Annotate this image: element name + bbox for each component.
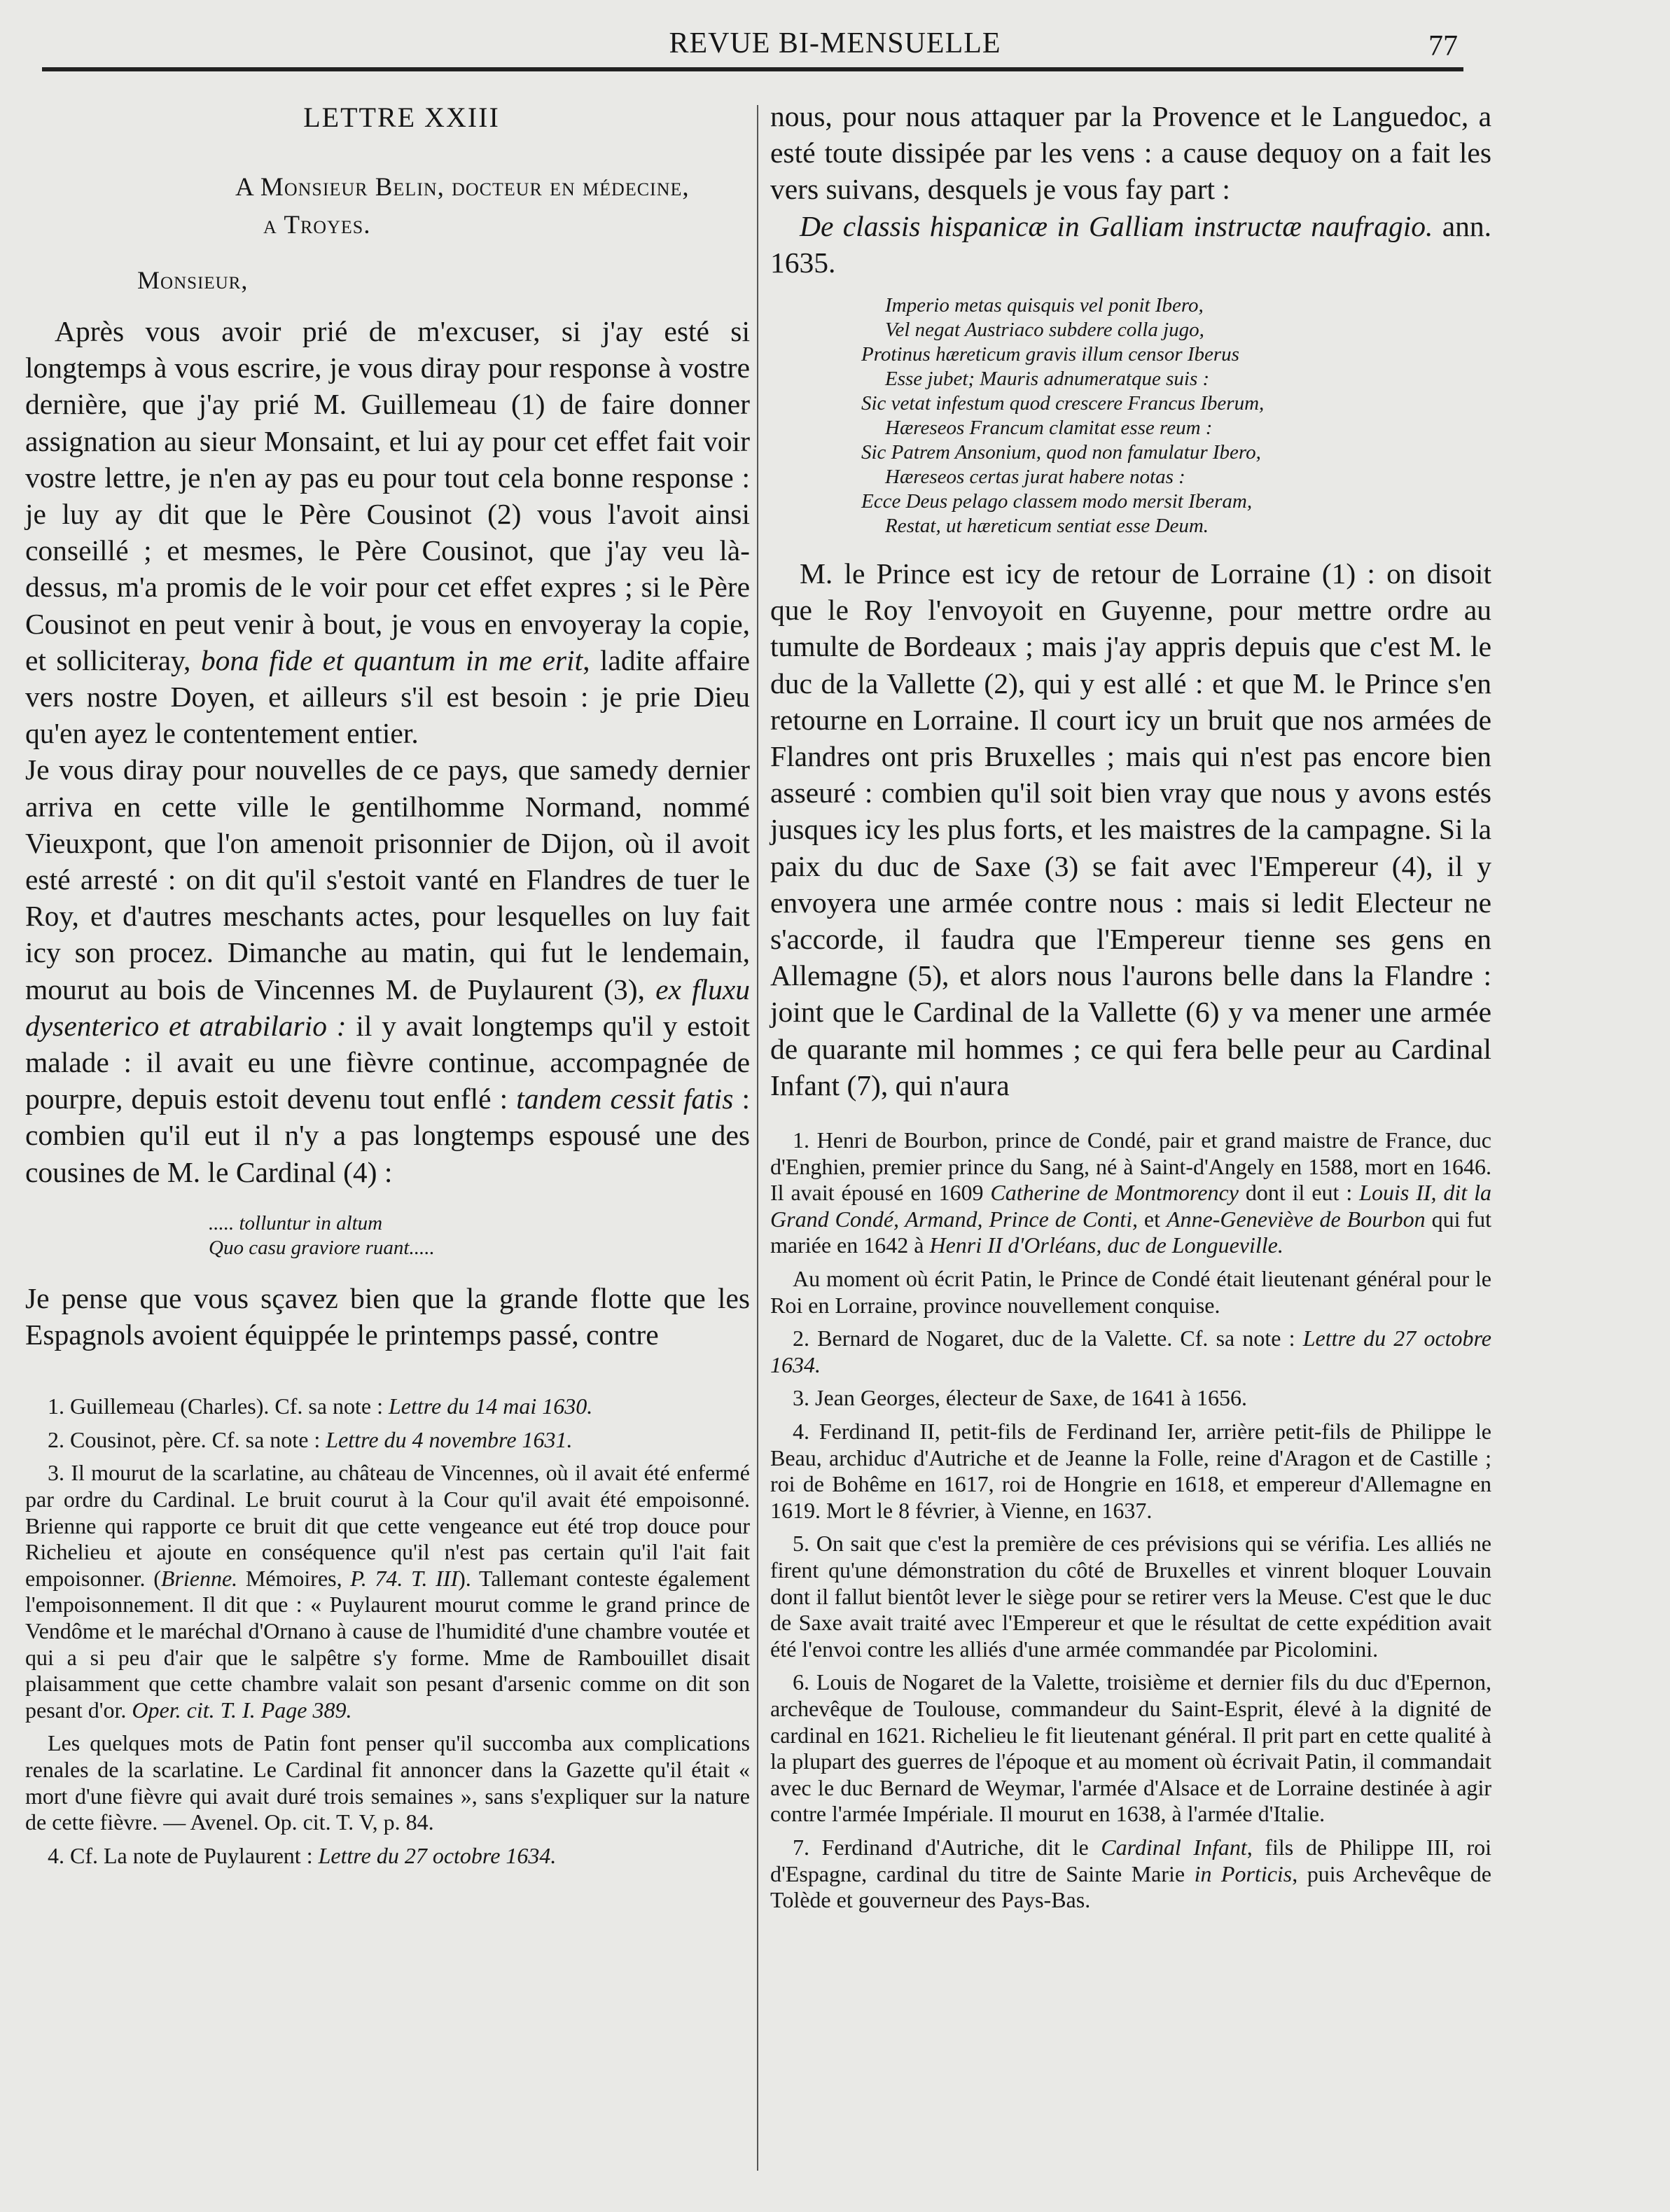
text-run: 1. Henri de Bourbon, prince de Condé, pair et grand maistre de France, duc d'Enghien, premier prince du Sang, né à Saint-d'Angely en 1588, mort en 1646. Il avait épousé en 1609 [770,1127,1491,1206]
left-column [25,98,750,1876]
left-footnotes [25,1393,750,1869]
text-run: P. 74. T. III [350,1565,459,1591]
text-run: 2. Bernard de Nogaret, duc de la Valette. Cf. sa note : [793,1326,1303,1351]
letter-title: LETTRE XXIII [303,102,500,133]
footnote-4: 4. Ferdinand II, petit-fils de Ferdinand Ier, arrière petit-fils de Philippe le Beau, archiduc d'Autriche et de Jeanne la Folle, reine d'Aragon et de Castille ; roi de Bohême en 1617, roi de Hongrie en 1618, et empereur d'Allemagne en 1619. Mort le 8 février, à Vienne, en 1637. [770,1419,1491,1523]
verse-line: ..... tolluntur in altum [209,1211,383,1234]
text-run: qui fut mariée en 1642 à [770,1206,1492,1258]
verse-line: Protinus hæreticum gravis illum censor Iberus [861,343,1239,366]
text-run: , fils de Philippe III, roi d'Espagne, cardinal du titre de Sainte Marie [770,1834,1492,1886]
footnote-1 [25,1393,750,1420]
text-run: Après vous avoir prié de m'excuser, si j'ay esté si longtemps à vous escrire, je vous diray pour response à vostre dernière, que j'ay prié M. Guillemeau (1) de faire donner assignation au sieur Monsaint, et lui ay pour cet effet fait voir vostre lettre, je n'en ay pas eu pour tout cela bonne response : je luy ay dit que le Père Cousinot (2) vous l'avoit ainsi conseillé ; et mesmes, le Père Cousinot, que j'ay veu là-dessus, m'a promis de le voir pour cet effet expres ; si le Père Cousinot en peut venir à bout, je vous en envoyeray la copie, et solliciteray, [25,315,750,676]
footnote-6: 6. Louis de Nogaret de la Valette, troisième et dernier fils du duc d'Epernon, archevêque de Toulouse, commandeur du Saint-Esprit, élevé à la dignité de cardinal en 1621. Richelieu le fit lieutenant général. Il prit part en cette qualité à la plupart des guerres de l'époque et au moment où écrivait Patin, il commandait avec le duc Bernard de Weymar, l'armée d'Alsace et de Lorraine destinée à agir contre l'armée Impériale. Il mourut en 1638, à l'armée d'Italie. [770,1669,1491,1827]
text-run: nous, pour nous attaquer par la Provence et le Languedoc, a esté toute dissipée par les vens : a cause dequoy on a fait les vers suivans, desquels je vous fay part : [770,100,1491,206]
header-rule [42,67,1463,71]
text-run: Cardinal Infant [1101,1834,1247,1860]
text-run: , puis Archevêque de Tolède et gouverneur des Pays-Bas. [770,1860,1492,1913]
text-run: : combien qu'il eut il n'y a pas longtemps espousé une des cousines de M. le Cardinal (4) : [25,1083,750,1188]
text-run: , ladite affaire vers nostre Doyen, et ailleurs s'il est besoin : je prie Dieu qu'en ayez le contentement entier. [25,644,751,750]
latin-couplet [209,1211,750,1260]
text-run: 1. Guillemeau (Charles). Cf. sa note : [48,1393,389,1419]
latin-phrase: tandem cessit fatis [516,1083,734,1115]
verse-line: Imperio metas quisquis vel ponit Ibero, [885,294,1204,317]
verse-line: Ecce Deus pelago classem modo mersit Iberam, [861,490,1253,513]
text-run: in Porticis [1194,1860,1293,1886]
footnote-7 [770,1835,1491,1914]
latin-phrase: ex fluxu dysenterico et atrabilario : [25,973,750,1042]
right-footnotes [770,1127,1491,1914]
poem-title: De classis hispanicæ in Galliam instructæ naufragio. [800,209,1433,242]
text-run: Je vous diray pour nouvelles de ce pays, que samedy dernier arriva en cette ville le gentilhomme Normand, nommé Vieuxpont, que l'on amenoit prisonnier de Dijon, où il avoit esté arresté : on dit qu'il s'estoit vanté en Flandres de tuer le Roy, et d'autres meschants actes, pour lesquelles on luy fait icy son procez. Dimanche au matin, qui fut le lendemain, mourut au bois de Vincennes M. de Puylaurent (3), [25,753,750,1006]
running-title: REVUE BI-MENSUELLE [669,27,1001,60]
text-run: Mémoires, [237,1565,351,1591]
verse-line: Hæreseos Francum clamitat esse reum : [885,417,1213,440]
text-run: 4. Cf. La note de Puylaurent : [48,1842,319,1868]
verse-line: Vel negat Austriaco subdere colla jugo, [885,319,1204,342]
addressee-line-2: a Troyes. [263,211,371,239]
footnote-2 [25,1427,750,1454]
verse-line: Esse jubet; Mauris adnumeratque suis : [885,368,1210,391]
verse-line: Sic vetat infestum quod crescere Francus Iberum, [861,392,1265,415]
footnote-1 [770,1127,1491,1259]
footnote-2 [770,1326,1491,1378]
text-run: Lettre du 27 octobre 1634. [770,1326,1492,1377]
left-paragraph-2 [25,751,750,1190]
column-divider [757,105,758,2171]
footnote-3-continued: Les quelques mots de Patin font penser qu'il succomba aux complications renales de la scarlatine. Le Cardinal fit annoncer dans la Gazette qu'il était « mort d'une fièvre qui avait duré trois semaines », sans s'expliquer sur la nature de cette fièvre. — Avenel. Op. cit. T. V, p. 84. [25,1730,750,1835]
verse-line: Sic Patrem Ansonium, quod non famulatur Ibero, [861,441,1261,464]
text-run: Oper. cit. T. I. Page 389. [132,1697,352,1723]
verse-line: Quo casu graviore ruant..... [209,1236,435,1259]
text-run: 3. Il mourut de la scarlatine, au château de Vincennes, où il avait été enfermé par ordre du Cardinal. Le bruit courut à la Cour qu'il avait été empoisonné. Brienne qui rapporte ce bruit dit que cette vengeance eut été trop douce pour Richelieu et ajoute en conséquence qu'il n'est pas certain qu'il l'ait fait empoisonner. ( [25,1460,750,1591]
page-header [0,0,1670,77]
text-run: Lettre du 14 mai 1630. [388,1393,593,1419]
text-run: et [1137,1206,1167,1232]
footnote-1-continued: Au moment où écrit Patin, le Prince de Condé était lieutenant général pour le Roi en Lorraine, province nouvellement conquise. [770,1266,1491,1318]
text-run: 7. Ferdinand d'Autriche, dit le [793,1834,1101,1860]
addressee [235,169,750,244]
latin-poem [861,293,1491,538]
footnote-5: 5. On sait que c'est la première de ces prévisions qui se vérifia. Les alliés ne firent qu'une démonstration du côté de Bruxelles et vinrent bloquer Louvain dont il fallut bientôt lever le siège pour se retirer vers la Meuse. C'est que le duc de Saxe avait traité avec l'Empereur et que le résultat de cette expédition avait été l'envoi contre les alliés d'une armée commandée par Picolomini. [770,1531,1491,1662]
page-number: 77 [1428,30,1458,62]
verse-line: Restat, ut hæreticum sentiat esse Deum. [885,515,1209,538]
latin-phrase: bona fide et quantum in me erit [200,644,583,676]
text-run: ann. 1635. [770,209,1492,279]
text-run: Brienne. [160,1565,238,1591]
addressee-line-1: A Monsieur Belin, docteur en médecine, [235,173,690,202]
text-run: Louis II, dit la Grand Condé, Armand, Prince de Conti, [770,1180,1492,1232]
text-run: Henri II d'Orléans, duc de Longueville. [929,1232,1283,1258]
right-paragraph-1 [770,98,1491,281]
footnote-4 [25,1843,750,1870]
right-paragraph-2: M. le Prince est icy de retour de Lorraine (1) : on disoit que le Roy l'envoyoit en Guyenne, pour mettre ordre au tumulte de Bordeaux ; mais j'ay appris depuis que c'est M. le duc de la Vallette (2), qui y est allé : et que M. le Prince s'en retourne en Lorraine. Il court icy un bruit que nos armées de Flandres ont pris Bruxelles ; mais qui n'est pas encore bien asseuré : combien qu'il soit bien vray que nous y avons estés jusques icy les plus forts, et les maistres de la campagne. Si la paix du duc de Saxe (3) se fait avec l'Empereur (4), il y envoyera une armée contre nous : mais si ledit Electeur ne s'accorde, il faudra que l'Empereur tienne ses gens en Allemagne (5), et alors nous l'aurons belle dans la Flandre : joint que le Cardinal de la Vallette (6) y va mener une armée de quarante mil hommes ; ce qui fera belle peur au Cardinal Infant (7), qui n'aura [770,557,1491,1101]
text-run: Anne-Geneviève de Bourbon [1166,1206,1426,1232]
text-run: ). Tallemant conteste également l'empoisonnement. Il dit que : « Puylaurent mourut comme le grand prince de Vendôme et le maréchal d'Ornano à cause de l'humidité d'une chambre voutée et qui a si peu d'air que le salpêtre s'y forme. Mme de Rambouillet disait plaisamment que cette chambre valait son pesant d'arsenic comme on dit son pesant d'or. [25,1565,751,1723]
verse-line: Hæreseos certas jurat habere notas : [885,466,1185,489]
text-run: il y avait longtemps qu'il y estoit malade : il avait eu une fièvre continue, accompagnée de pourpre, depuis estoit devenu tout enflé : [25,1009,750,1115]
text-run: Catherine de Montmorency [990,1180,1239,1206]
left-paragraph-3: Je pense que vous sçavez bien que la grande flotte que les Espagnols avoient équippée le printemps passé, contre [25,1281,750,1351]
salutation: Monsieur, [137,266,249,294]
right-column [770,98,1491,1921]
text-run: Lettre du 4 novembre 1631. [326,1426,573,1452]
footnote-3 [25,1460,750,1723]
text-run: 2. Cousinot, père. Cf. sa note : [48,1426,326,1452]
text-run: dont il eut : [1238,1180,1360,1206]
text-run: Lettre du 27 octobre 1634. [318,1842,557,1868]
footnote-3: 3. Jean Georges, électeur de Saxe, de 1641 à 1656. [793,1385,1247,1411]
left-paragraph-1 [25,313,750,751]
